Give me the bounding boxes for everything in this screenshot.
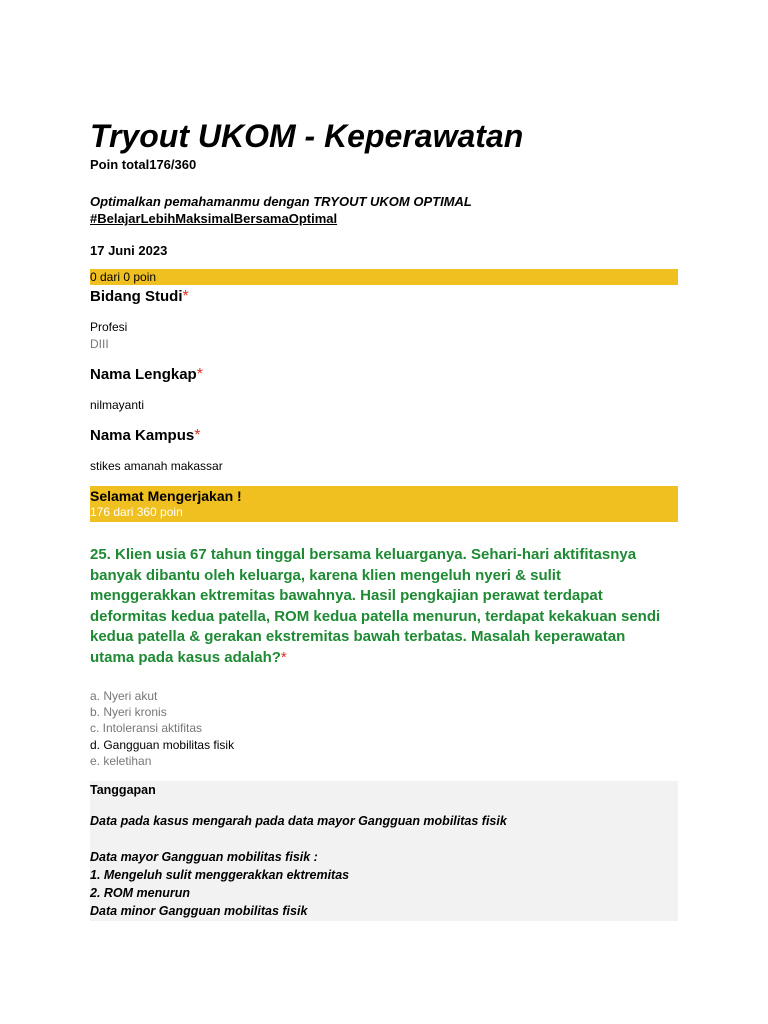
option-b: b. Nyeri kronis bbox=[90, 705, 167, 720]
feedback-box bbox=[90, 781, 678, 921]
answer-options bbox=[90, 688, 234, 769]
section-score: 176 dari 360 poin bbox=[90, 505, 183, 519]
option-e: e. keletihan bbox=[90, 753, 152, 768]
option-c: c. Intoleransi aktifitas bbox=[90, 721, 203, 736]
form-description bbox=[90, 193, 472, 227]
section-score: 0 dari 0 poin bbox=[90, 270, 157, 284]
field-label: Nama Lengkap bbox=[90, 366, 197, 383]
field-label: Nama Kampus bbox=[90, 427, 195, 444]
feedback-line: Data pada kasus mengarah pada data mayor Gangguan mobilitas fisik bbox=[90, 814, 507, 828]
feedback-line: Data mayor Gangguan mobilitas fisik : bbox=[90, 850, 318, 864]
total-points: Poin total176/360 bbox=[90, 157, 197, 172]
section-score-bar bbox=[90, 269, 678, 285]
page-title: Tryout UKOM - Keperawatan bbox=[90, 118, 524, 154]
required-mark: * bbox=[196, 366, 203, 383]
option-d-selected: d. Gangguan mobilitas fisik bbox=[90, 737, 235, 752]
answer-selected: Profesi bbox=[90, 320, 128, 334]
option-a: a. Nyeri akut bbox=[90, 689, 158, 703]
question-body: 25. Klien usia 67 tahun tinggal bersama keluarganya. Sehari-hari aktifitasnya banyak dibantu oleh keluarga, karena klien mengeluh nyeri & sulit menggerakkan ektremitas bawahnya. Hasil pengkajian perawat terdapat deformitas kedua patella, ROM kedua patella menurun, terdapat kekakuan sendi kedua patella & gerakan ekstremitas bawah terbatas. Masalah keperawatan utama pada kasus adalah? bbox=[90, 546, 661, 666]
required-mark: * bbox=[280, 648, 287, 666]
feedback-line: 2. ROM menurun bbox=[90, 886, 191, 900]
required-mark: * bbox=[182, 288, 189, 305]
required-mark: * bbox=[194, 427, 201, 444]
section-header-bar bbox=[90, 486, 678, 522]
field-nama-kampus bbox=[90, 427, 200, 445]
answer-option: DIII bbox=[90, 337, 109, 351]
hashtag-link[interactable]: #BelajarLebihMaksimalBersamaOptimal bbox=[90, 211, 338, 226]
feedback-line: 1. Mengeluh sulit menggerakkan ektremitas bbox=[90, 868, 350, 882]
field-bidang-studi bbox=[90, 288, 189, 306]
answer-value: nilmayanti bbox=[90, 398, 145, 412]
form-date: 17 Juni 2023 bbox=[90, 243, 168, 258]
field-label: Bidang Studi bbox=[90, 288, 183, 305]
feedback-line: Data minor Gangguan mobilitas fisik bbox=[90, 904, 308, 918]
section-title: Selamat Mengerjakan ! bbox=[90, 488, 242, 504]
feedback-heading: Tanggapan bbox=[90, 783, 156, 797]
field-nama-lengkap bbox=[90, 366, 203, 384]
description-text: Optimalkan pemahamanmu dengan TRYOUT UKOM OPTIMAL bbox=[90, 194, 472, 209]
question-text bbox=[90, 545, 670, 668]
answer-value: stikes amanah makassar bbox=[90, 459, 223, 473]
